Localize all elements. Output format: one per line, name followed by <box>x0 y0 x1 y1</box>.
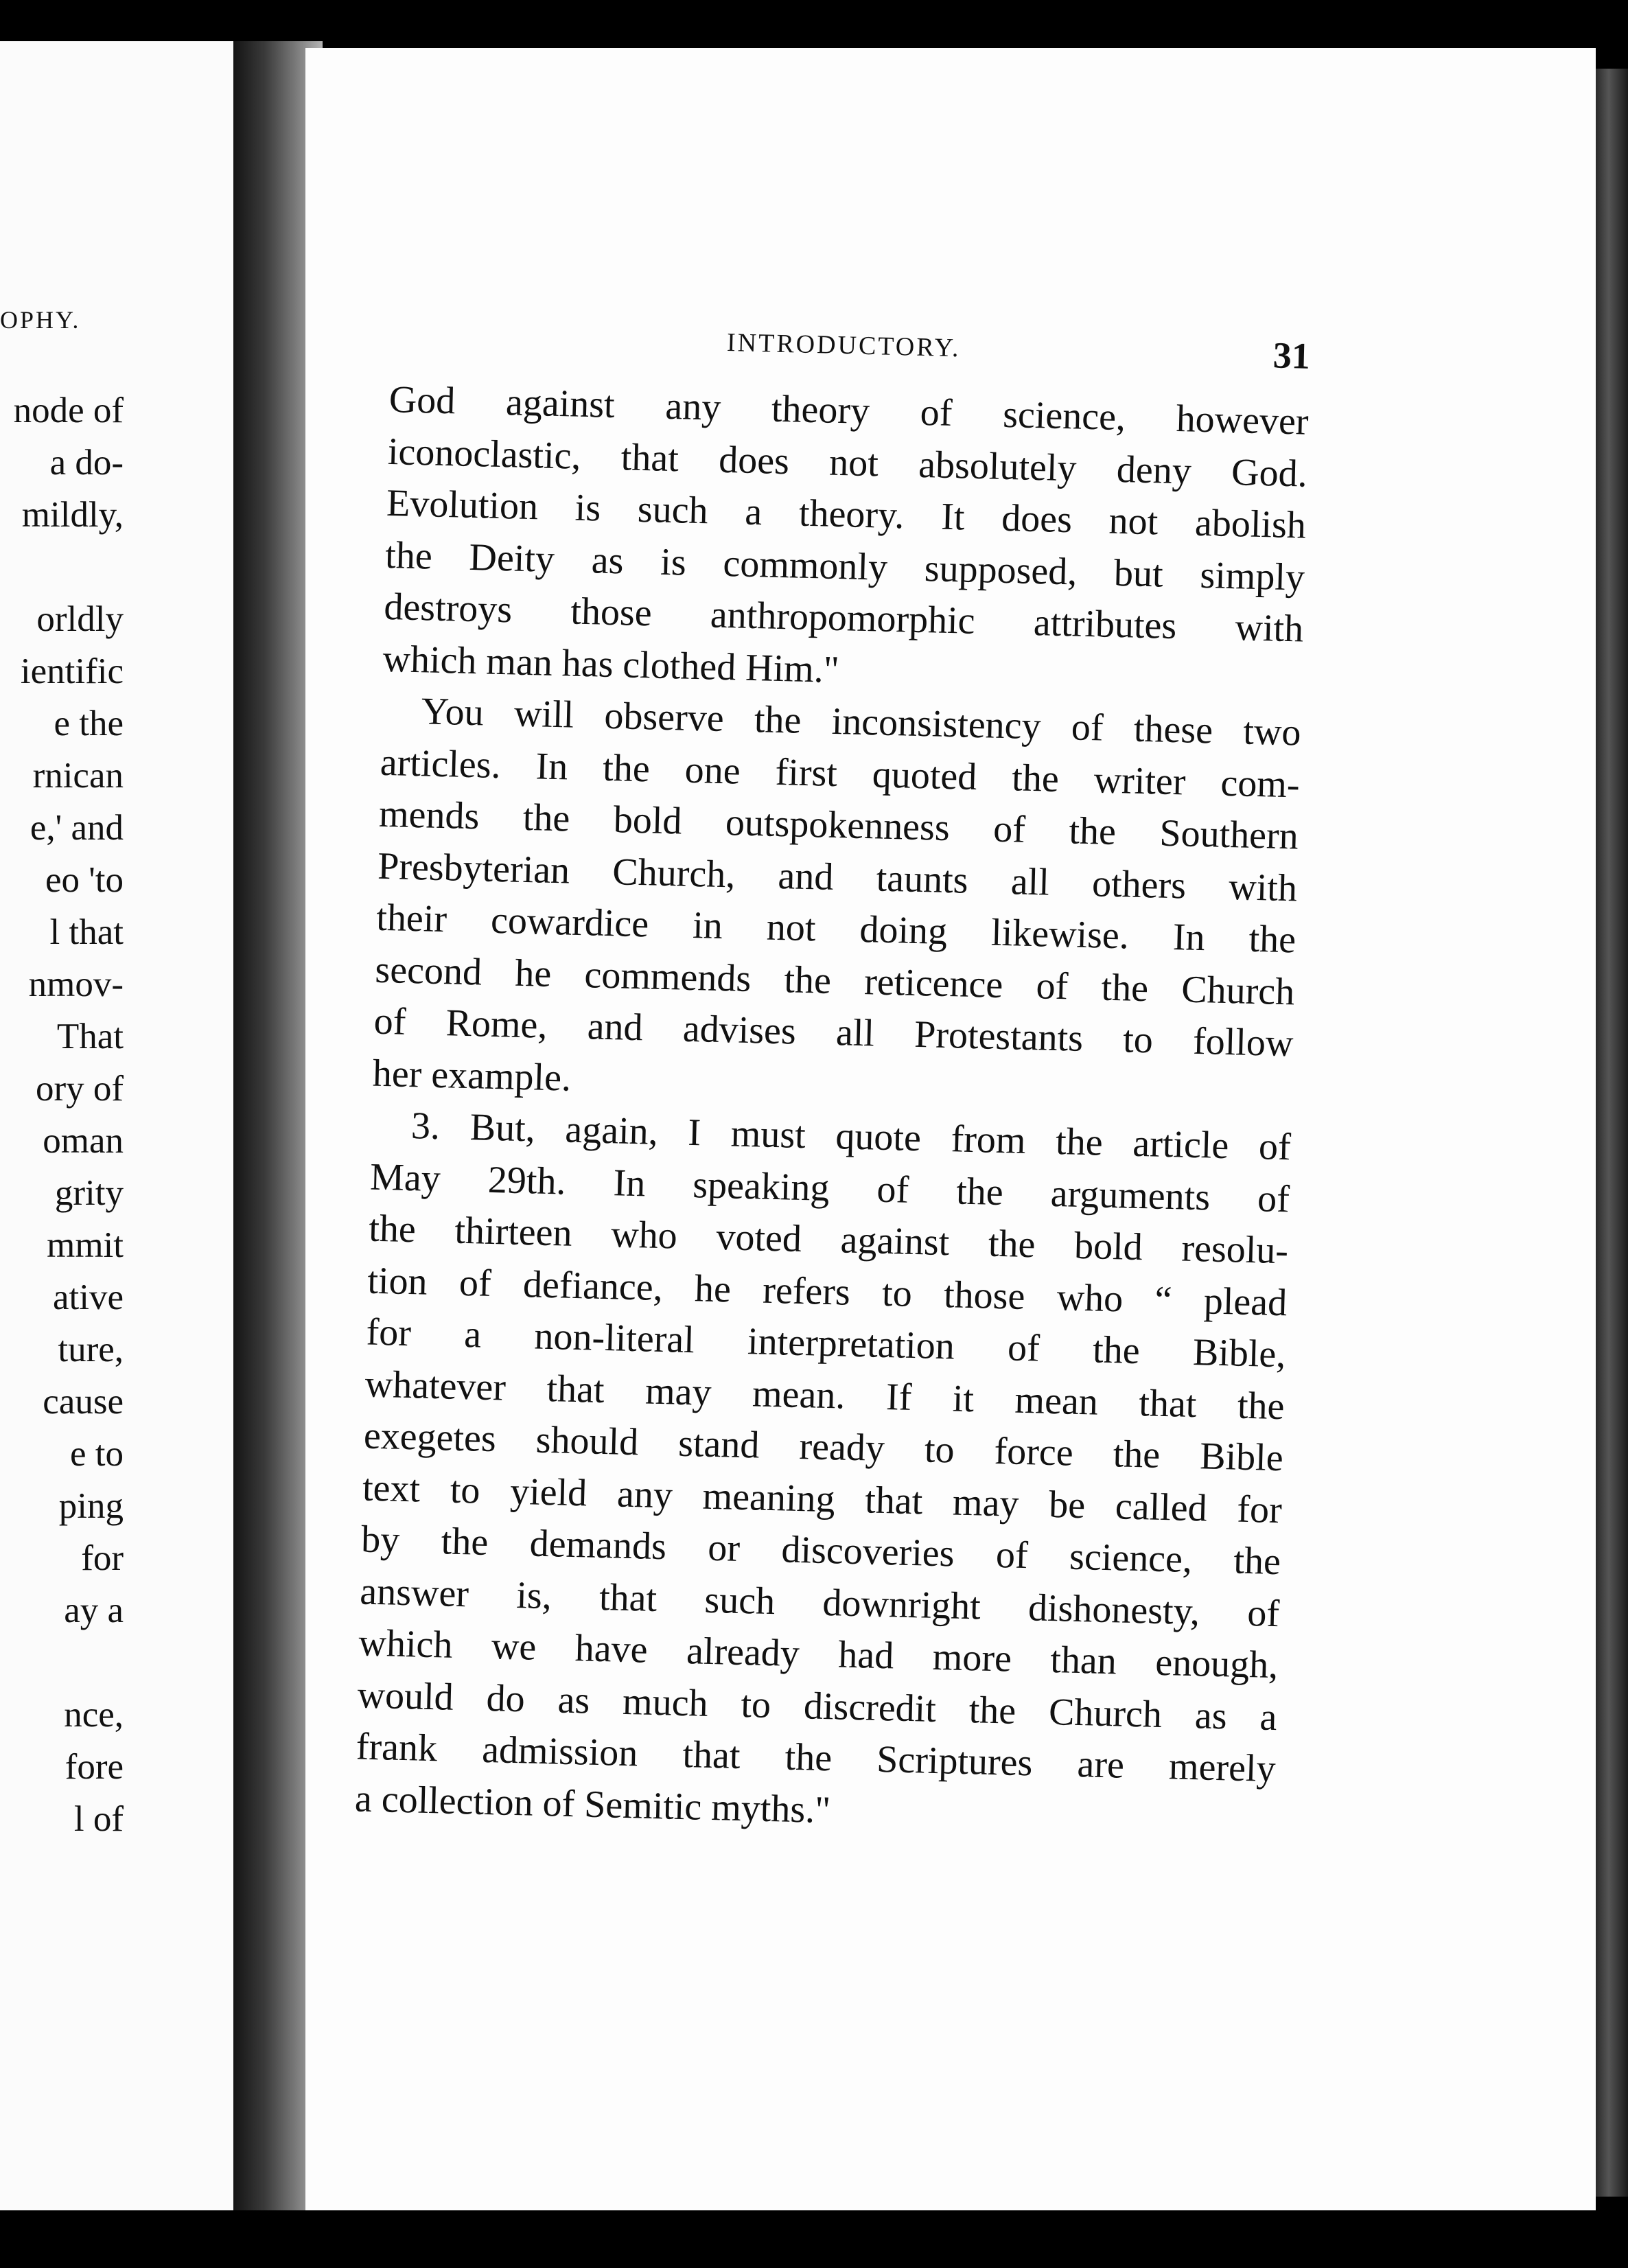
text-line: a collection of Semitic myths." <box>354 1777 831 1831</box>
left-facing-page <box>0 41 233 2210</box>
left-fragment-line: e to <box>70 1434 124 1474</box>
text-line: the Deity as is commonly supposed, but simply <box>384 533 1305 599</box>
left-fragment-line: l of <box>73 1799 124 1839</box>
text-line: second he commends the reticence of the Church <box>374 948 1295 1013</box>
left-fragment-line: eo 'to <box>45 860 124 900</box>
left-fragment-line: ientific <box>20 651 124 691</box>
left-running-head: OPHY. <box>0 306 81 334</box>
text-line: her example. <box>372 1052 572 1100</box>
body-text <box>354 374 1309 1847</box>
left-fragment-line: orldly <box>36 599 124 639</box>
text-line: the thirteen who voted against the bold resolu- <box>368 1207 1289 1273</box>
left-fragment-line: ative <box>53 1277 124 1317</box>
paragraph-first-line: 3. But, again, I must quote from the article of <box>410 1104 1292 1169</box>
text-line: tion of defiance, he refers to those who “ plead <box>367 1259 1288 1324</box>
text-line: mends the bold outspokenness of the Southern <box>378 792 1299 858</box>
left-fragment-line: a do- <box>49 443 124 483</box>
left-page-text-fragments <box>0 384 124 1845</box>
text-line: which we have already had more than enough, <box>358 1621 1279 1687</box>
text-line: frank admission that the Scriptures are merely <box>356 1725 1277 1791</box>
text-line: Evolution is such a theory. It does not abolish <box>386 481 1307 547</box>
left-fragment-line: fore <box>65 1747 124 1787</box>
text-line: which man has clothed Him." <box>382 637 840 691</box>
text-line: God against any theory of science, however <box>388 378 1310 443</box>
left-fragment-line: mildly, <box>21 495 124 535</box>
left-fragment-line: ture, <box>58 1330 124 1369</box>
text-line: by the demands or discoveries of science, the <box>360 1518 1281 1584</box>
left-fragment-line: nmov- <box>28 964 124 1004</box>
text-line: Presbyterian Church, and taunts all others with <box>377 844 1298 910</box>
left-fragment-line: l that <box>49 912 124 952</box>
text-line: whatever that may mean. If it mean that the <box>364 1363 1286 1428</box>
left-fragment-line: nce, <box>64 1695 124 1735</box>
text-line: would do as much to discredit the Church as a <box>357 1673 1278 1739</box>
text-line: of Rome, and advises all Protestants to follow <box>373 999 1294 1065</box>
text-line: iconoclastic, that does not absolutely deny God. <box>387 430 1308 496</box>
left-fragment-gap <box>0 541 124 593</box>
left-fragment-line: for <box>81 1538 124 1578</box>
page-number: 31 <box>1272 334 1311 377</box>
paragraph-first-line: You will observe the inconsistency of these two <box>421 690 1302 754</box>
left-fragment-line: e the <box>54 704 124 743</box>
running-title: INTRODUCTORY. <box>726 327 962 363</box>
left-fragment-line: That <box>56 1017 124 1056</box>
left-fragment-line: e,' and <box>30 808 124 848</box>
left-fragment-line: cause <box>43 1382 124 1422</box>
text-line: for a non-literal interpretation of the Bible, <box>365 1310 1287 1376</box>
left-fragment-line: ory of <box>35 1069 124 1109</box>
text-line: text to yield any meaning that may be called for <box>362 1466 1283 1531</box>
left-fragment-gap <box>0 1636 124 1689</box>
left-fragment-line: oman <box>43 1121 124 1161</box>
main-text-block <box>354 312 1310 1847</box>
left-fragment-line: mmit <box>47 1225 124 1265</box>
text-line: destroys those anthropomorphic attributes with <box>383 585 1304 651</box>
left-fragment-line: ping <box>58 1486 124 1526</box>
text-line: exegetes should stand ready to force the Bible <box>363 1414 1284 1480</box>
left-fragment-line: rnican <box>32 756 124 796</box>
text-line: their cowardice in not doing likewise. In the <box>375 896 1296 962</box>
left-fragment-line: node of <box>13 391 124 430</box>
text-line: May 29th. In speaking of the arguments of <box>369 1155 1290 1220</box>
left-fragment-line: grity <box>54 1173 124 1213</box>
left-fragment-line: ay a <box>64 1590 124 1630</box>
text-line: articles. In the one first quoted the writer com- <box>380 741 1301 807</box>
page-fore-edge <box>1596 69 1628 2197</box>
text-line: answer is, that such downright dishonesty, of <box>359 1569 1280 1635</box>
